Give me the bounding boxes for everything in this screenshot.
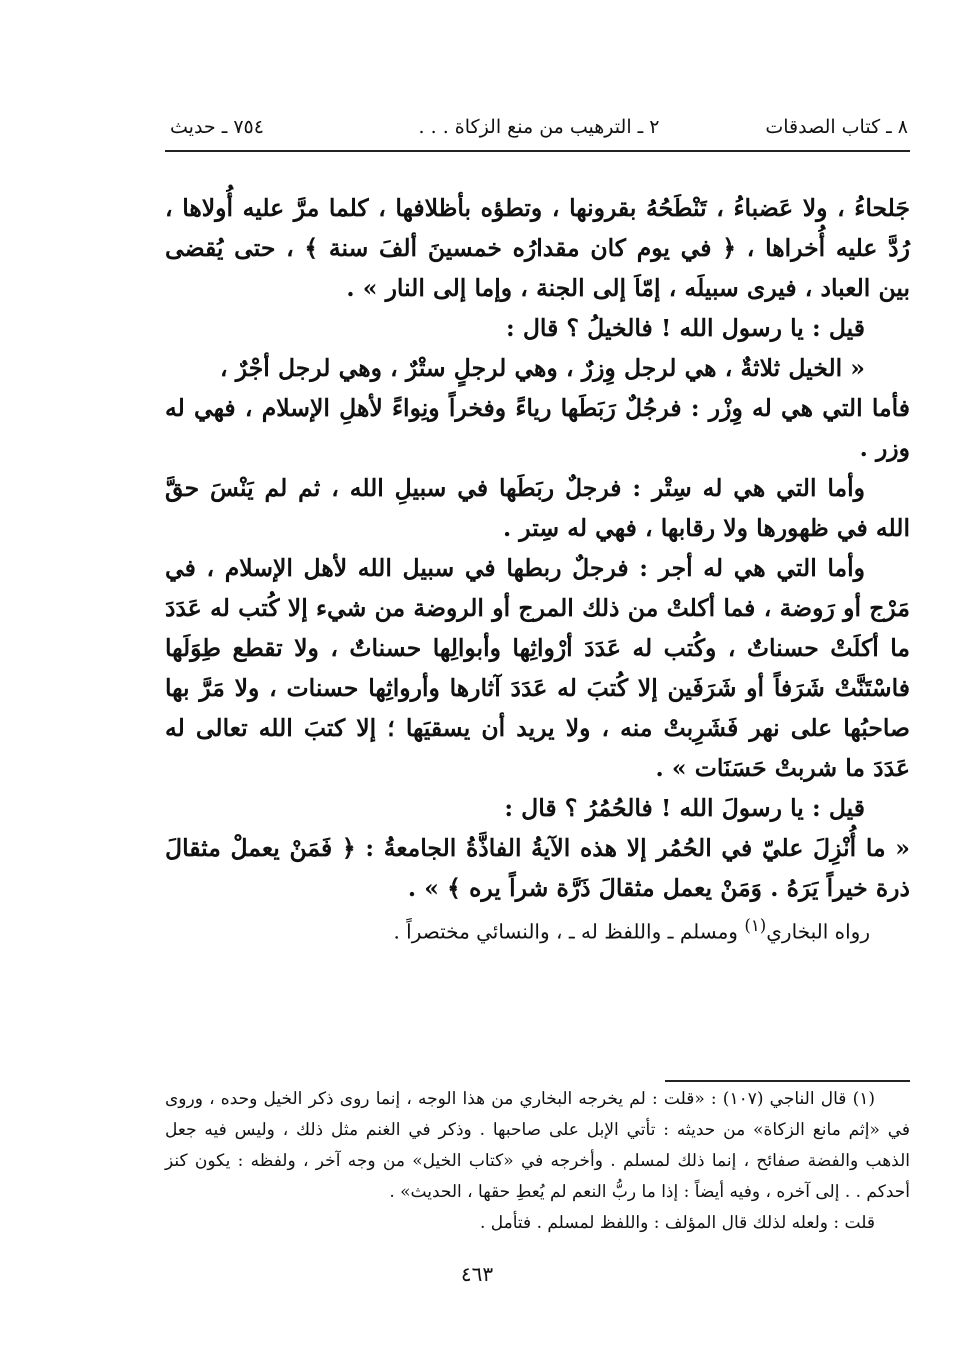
page-number: ٤٦٣ (460, 1262, 494, 1286)
footnote-mark: (١) (744, 916, 767, 935)
paragraph: قيل : يا رسولَ الله ! فالحُمُرُ ؟ قال : (504, 794, 865, 822)
source-reference (165, 908, 910, 950)
paragraph: فأما التي هي له وِزْر : فرجُلٌ رَبَطَها رياءً وفخراً ونِواءً لأهلِ الإسلام ، فهي له وزر . (165, 394, 910, 462)
footnote: قلت : ولعله لذلك قال المؤلف : واللفظ لمسلم . فتأمل . (479, 1213, 875, 1233)
running-header (170, 112, 908, 146)
paragraph: « الخيل ثلاثةٌ ، هي لرجل وِزرٌ ، وهي لرجلٍ ستْرٌ ، وهي لرجل أجْرٌ ، (220, 354, 865, 382)
paragraph: قيل : يا رسول الله ! فالخيلُ ؟ قال : (506, 314, 865, 342)
footnotes (165, 1084, 910, 1239)
footnote: (١) قال الناجي (١٠٧) : «قلت : لم يخرجه البخاري من هذا الوجه ، إنما روى ذكر الخيل وحده ، وروى في «إثم مانع الزكاة» من حديثه : تأتي الإبل على صاحبها . وذكر في الغنم مثل ذلك ، وليس فيه جعل الذهب والفضة صفائح ، إنما ذلك لمسلم . وأخرجه في «كتاب الخيل» من وجه آخر ، ولفظه : يكون كنز أحدكم . . إلى آخره ، وفيه أيضاً : إذا ما ربُّ النعم لم يُعطِ حقها ، الحديث» . (165, 1089, 910, 1202)
reference-text: رواه البخاري (766, 919, 870, 944)
header-divider (165, 150, 910, 152)
main-text (165, 188, 910, 950)
header-book-title: ٨ ـ كتاب الصدقات (765, 116, 908, 138)
paragraph: « ما أُنْزِلَ عليّ في الحُمُر إلا هذه الآيةُ الفاذَّةُ الجامعةُ : ﴿ فَمَنْ يعملْ مثقالَ ذرة خيراً يَرَهُ . وَمَنْ يعمل مثقالَ ذَرَّة شراً يره ﴾ » . (165, 834, 910, 902)
paragraph: وأما التي هي له أجر : فرجلٌ ربطها في سبيل الله لأهل الإسلام ، في مَرْج أو رَوضة ، فما أكلتْ من ذلك المرج أو الروضة من شيء إلا كُتب له عَدَدَ ما أكلَتْ حسناتٌ ، وكُتب له عَدَدَ أرْواثِها وأبوالِها حسناتٌ ، ولا تقطع طِوَلَها فاسْتَنَّتْ شَرَفاً أو شَرَفَين إلا كُتبَ له عَدَدَ آثارها وأرواثِها حسنات ، ولا مَرَّ بها صاحبُها على نهر فَشَرِبتْ منه ، ولا يريد أن يسقيَها ؛ إلا كتبَ الله تعالى له عَدَدَ ما شربتْ حَسَنَات » . (165, 554, 910, 782)
paragraph: جَلحاءُ ، ولا عَضباءُ ، تَنْطَحُهُ بقرونها ، وتطؤه بأظلافها ، كلما مرَّ عليه أُولاها ، رُدَّ عليه أُخراها ، ﴿ في يوم كان مقدارُه خمسينَ ألفَ سنة ﴾ ، حتى يُقضى بين العباد ، فيرى سبيلَه ، إمّاَ إلى الجنة ، وإما إلى النار » . (165, 194, 910, 302)
header-hadith-number: ٧٥٤ ـ حديث (170, 116, 264, 138)
paragraph: وأما التي هي له سِتْر : فرجلٌ ربَطَها في سبيلِ الله ، ثم لم يَنْسَ حقَّ الله في ظهورها ولا رقابها ، فهي له سِتر . (165, 474, 910, 542)
footnote-divider (665, 1080, 910, 1082)
reference-text-rest: ومسلم ـ واللفظ له ـ ، والنسائي مختصراً . (393, 919, 745, 944)
header-chapter-title: ٢ ـ الترهيب من منع الزكاة . . . (418, 116, 660, 138)
